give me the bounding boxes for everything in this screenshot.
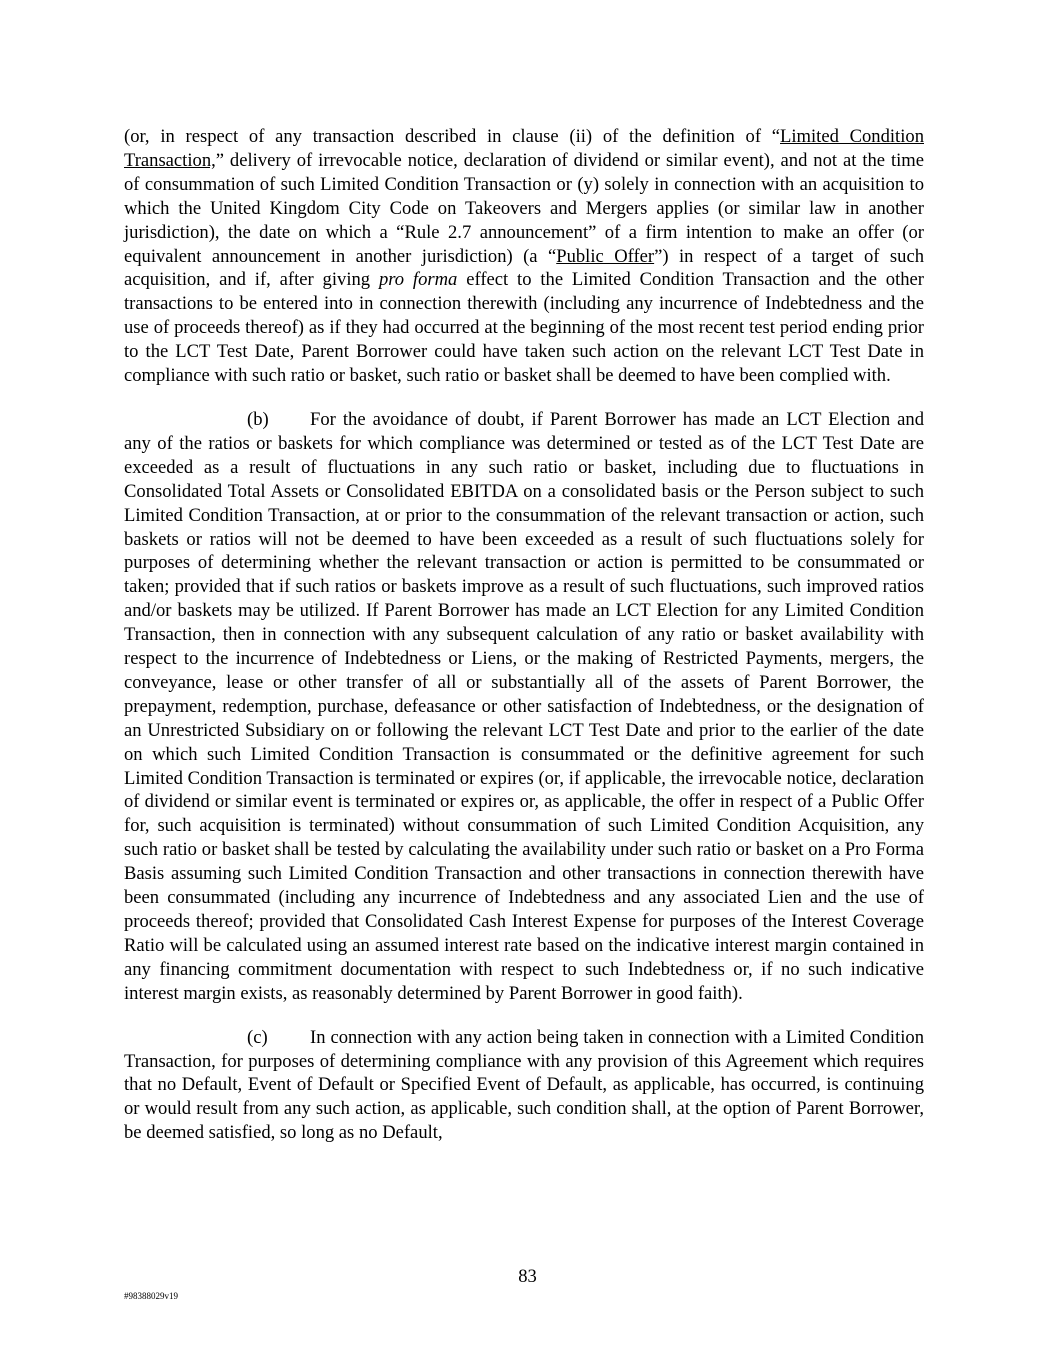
paragraph-c-label: (c)	[247, 1026, 268, 1048]
para1-text-3: ”) in respect of a target of such acquisition, and if, after giving	[124, 245, 924, 291]
document-body	[124, 125, 924, 1145]
document-id: #98388029v19	[124, 1291, 178, 1301]
para1-text-4: effect to the Limited Condition Transaction and the other transactions to be entered into in connection therewith (including any incurrence of Indebtedness and the use of proceeds thereof) as if they had occurred at the beginning of the most recent test period ending prior to the LCT Test Date, Parent Borrower could have taken such action on the relevant LCT Test Date in compliance with such ratio or basket, such ratio or basket shall be deemed to have been complied with.	[124, 269, 924, 387]
defined-term-limited-condition-transaction: Limited Condition Transaction,	[124, 126, 924, 171]
paragraph-b-text: For the avoidance of doubt, if Parent Borrower has made an LCT Election and any of the ratios or baskets for which compliance was determined or tested as of the LCT Test Date are exceeded as a result of fluctuations in any such ratio or basket, including due to fluctuations in Consolidated Total Assets or Consolidated EBITDA on a consolidated basis or the Person subject to such Limited Condition Transaction, at or prior to the consummation of the relevant transaction or action, such baskets or ratios will not be deemed to have been exceeded as a result of such fluctuations solely for purposes of determining whether the relevant transaction or action is permitted to be consummated or taken; provided that if such ratios or baskets improve as a result of such fluctuations, such improved ratios and/or baskets may be utilized. If Parent Borrower has made an LCT Election for any Limited Condition Transaction, then in connection with any subsequent calculation of any ratio or basket availability with respect to the incurrence of Indebtedness or Liens, or the making of Restricted Payments, mergers, the conveyance, lease or other transfer of all or substantially all of the assets of Parent Borrower, the prepayment, redemption, purchase, defeasance or other satisfaction of Indebtedness, or the designation of an Unrestricted Subsidiary on or following the relevant LCT Test Date and prior to the earlier of the date on which such Limited Condition Transaction is consummated or the definitive agreement for such Limited Condition Transaction is terminated or expires (or, if applicable, the irrevocable notice, declaration of dividend or similar event is terminated or expires or, as applicable, the offer in respect of a Public Offer for, such acquisition is terminated) without consummation of such Limited Condition Acquisition, any such ratio or basket shall be tested by calculating the availability under such ratio or basket on a Pro Forma Basis assuming such Limited Condition Transaction and other transactions in connection therewith have been consummated (including any incurrence of Indebtedness and any associated Lien and the use of proceeds thereof; provided that Consolidated Cash Interest Expense for purposes of the Interest Coverage Ratio will be calculated using an assumed interest rate based on the indicative interest margin contained in any financing commitment documentation with respect to such Indebtedness or, if no such indicative interest margin exists, as reasonably determined by Parent Borrower in good faith).	[124, 408, 924, 1004]
paragraph-c-text: In connection with any action being taken in connection with a Limited Condition Transaction, for purposes of determining compliance with any provision of this Agreement which requires that no Default, Event of Default or Specified Event of Default, as applicable, has occurred, is continuing or would result from any such action, as applicable, such condition shall, at the option of Parent Borrower, be deemed satisfied, so long as no Default,	[124, 1026, 924, 1144]
para1-text-2: ” delivery of irrevocable notice, declaration of dividend or similar event), and not at the time of consummation of such Limited Condition Transaction or (y) solely in connection with an acquisition to which the United Kingdom City Code on Takeovers and Mergers applies (or similar law in another jurisdiction), the date on which a “Rule 2.7 announcement” of a firm intention to make an offer (or equivalent announcement in another jurisdiction) (a “	[124, 149, 924, 267]
defined-term-public-offer: Public Offer	[556, 245, 655, 267]
paragraph-b-label: (b)	[247, 408, 269, 430]
paragraph-c	[124, 1026, 924, 1146]
para1-text-1: (or, in respect of any transaction described in clause (ii) of the definition of “	[124, 126, 780, 147]
italic-pro-forma: pro forma	[378, 269, 458, 291]
paragraph-b	[124, 408, 924, 1006]
paragraph-continuation	[124, 125, 924, 388]
page-number: 83	[518, 1266, 537, 1287]
